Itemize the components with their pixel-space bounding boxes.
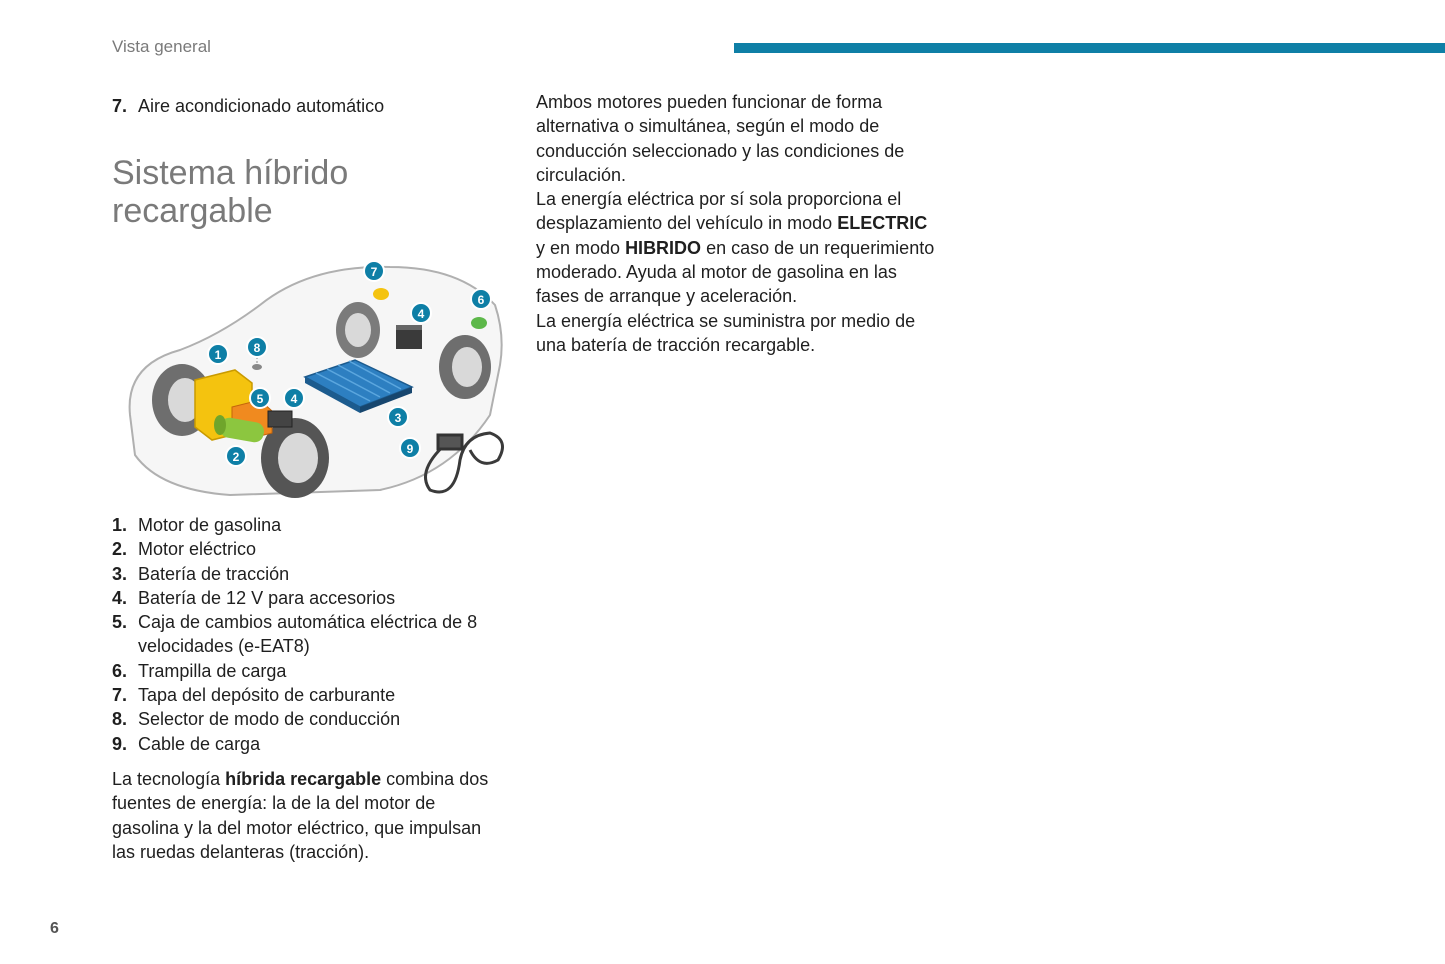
paragraph-right [536, 90, 936, 357]
legend-number: 1. [112, 515, 128, 535]
12v-battery-front [268, 411, 292, 427]
legend-number: 7. [112, 685, 128, 706]
callout-9-label: 9 [406, 442, 414, 456]
12v-battery-rear [396, 325, 422, 349]
page-title: Sistema híbrido recargable [112, 154, 349, 230]
legend-item [112, 707, 502, 731]
item-7-number: 7. [112, 96, 128, 116]
legend-item [112, 586, 502, 610]
callout-4-rear [411, 303, 431, 323]
legend-item [112, 659, 502, 683]
legend-text: Cable de carga [138, 733, 261, 754]
header-accent-bar [734, 43, 1445, 53]
legend-text: Selector de modo de conducción [138, 709, 401, 730]
legend-number: 4. [112, 587, 128, 608]
legend-number: 5. [112, 612, 128, 633]
drive-mode-selector [252, 364, 262, 370]
callout-3-label: 3 [394, 411, 402, 425]
callout-3 [388, 407, 408, 427]
legend-item [112, 562, 502, 586]
legend-item [112, 513, 502, 537]
legend-number: 2. [112, 539, 128, 560]
callout-2-label: 2 [232, 450, 240, 464]
mode-hibrido: HIBRIDO [625, 237, 702, 258]
callout-8-label: 8 [253, 341, 261, 355]
paragraph-left-before: La tecnología [112, 769, 226, 789]
legend-text: Trampilla de carga [138, 660, 287, 681]
paragraph-left-bold: híbrida recargable [225, 769, 382, 789]
callout-6-label: 6 [477, 293, 485, 307]
callout-1 [208, 344, 228, 364]
callout-1-label: 1 [214, 348, 222, 362]
item-7-text: Aire acondicionado automático [138, 96, 385, 116]
callout-8 [247, 337, 267, 357]
callout-4-front [284, 388, 304, 408]
callout-9 [400, 438, 420, 458]
legend-text: Motor de gasolina [138, 515, 282, 535]
hybrid-system-diagram [120, 255, 510, 505]
legend-item [112, 732, 502, 756]
legend-item [112, 537, 502, 561]
legend-text: Tapa del depósito de carburante [138, 685, 396, 706]
paragraph-right-2d: en caso de un requerimiento moderado. Ayuda al motor de gasolina en las fases de arranque y aceleración. [536, 237, 935, 307]
fuel-cap [373, 288, 389, 300]
mode-electric: ELECTRIC [837, 213, 928, 234]
page-number: 6 [50, 920, 59, 937]
paragraph-right-2c: y en modo [536, 237, 626, 258]
legend-text: Batería de 12 V para accesorios [138, 587, 396, 608]
paragraph-right-1: Ambos motores pueden funcionar de forma alternativa o simultánea, según el modo de conducción seleccionado y las condiciones de circulación. [536, 92, 905, 185]
legend-item [112, 683, 502, 707]
paragraph-right-2 [536, 187, 936, 308]
paragraph-right-2a: La energía eléctrica por sí sola proporciona el desplazamiento del vehículo in modo [536, 189, 902, 234]
legend-number: 3. [112, 563, 128, 584]
legend-text: Motor eléctrico [138, 539, 257, 560]
callout-4-rear-label: 4 [417, 307, 425, 321]
callout-7-label: 7 [370, 265, 378, 279]
paragraph-left-after: combina dos fuentes de energía: la de la del motor de gasolina y la del motor eléctrico, que impulsan las ruedas delanteras (tracción). [112, 769, 489, 862]
callout-6 [471, 289, 491, 309]
callout-5 [250, 388, 270, 408]
section-label: Vista general [112, 37, 211, 56]
legend-number: 6. [112, 660, 128, 681]
legend-item [112, 610, 502, 659]
paragraph-left [112, 767, 502, 864]
legend-list [112, 513, 502, 756]
paragraph-right-3: La energía eléctrica se suministra por medio de una batería de tracción recargable. [536, 310, 916, 355]
legend-number: 8. [112, 709, 128, 730]
callout-4-front-label: 4 [290, 392, 298, 406]
legend-number: 9. [112, 733, 128, 754]
callout-5-label: 5 [256, 392, 264, 406]
item-7 [112, 96, 384, 117]
legend-text: Batería de tracción [138, 563, 290, 584]
callout-7 [364, 261, 384, 281]
callout-2 [226, 446, 246, 466]
wheel-rear-left [336, 302, 380, 358]
charge-flap [471, 317, 487, 329]
legend-text: Caja de cambios automática eléctrica de 8 velocidades (e-EAT8) [138, 612, 478, 657]
wheel-rear-right [439, 335, 491, 399]
